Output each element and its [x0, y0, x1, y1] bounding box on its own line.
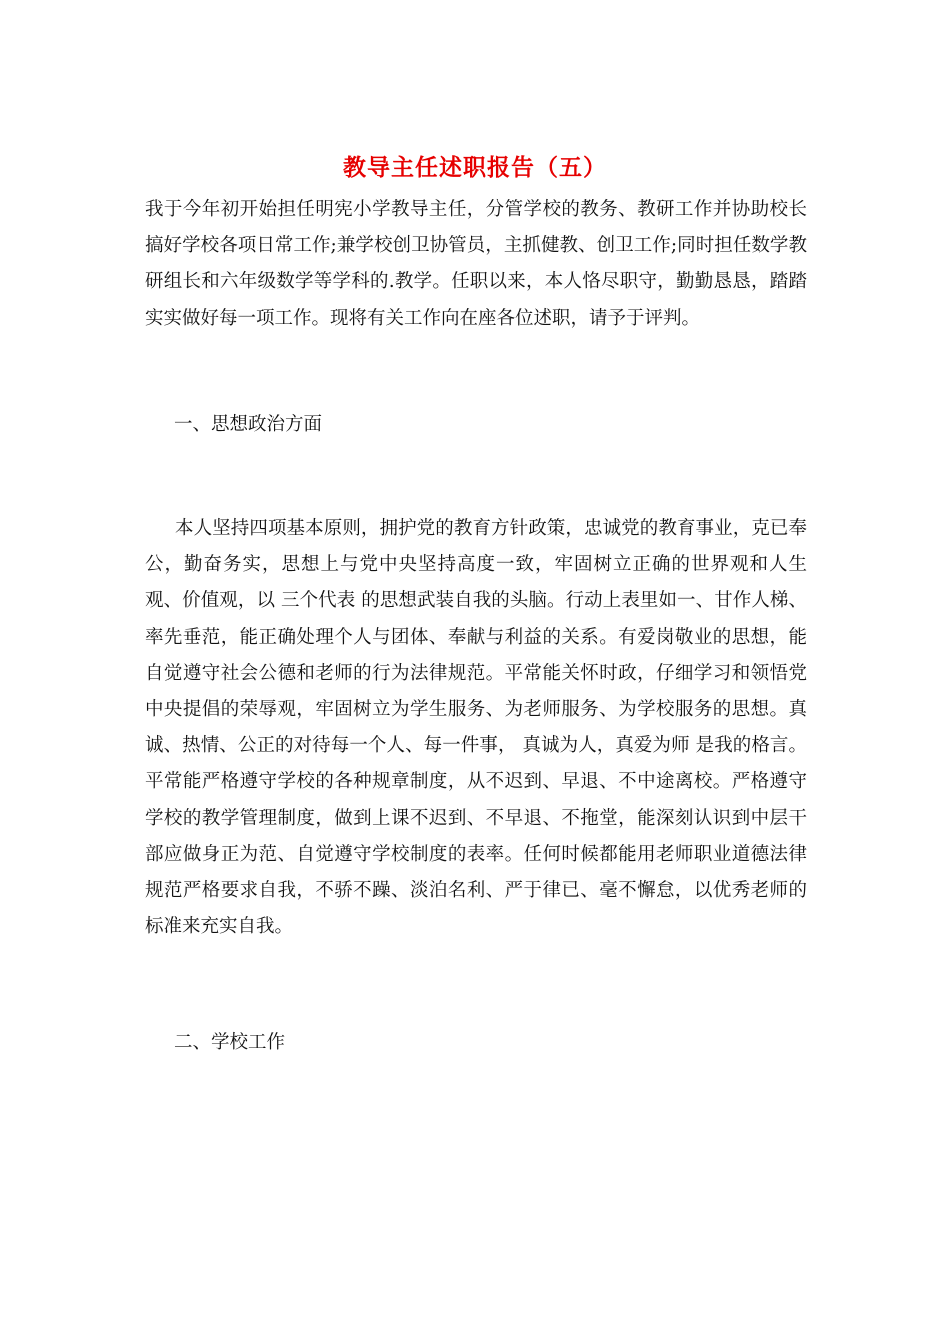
section-heading-political: 一、思想政治方面 — [174, 414, 323, 435]
document-title: 教导主任述职报告（五） — [343, 154, 607, 181]
intro-paragraph: 我于今年初开始担任明宪小学教导主任，分管学校的教务、教研工作并协助校长搞好学校各项日常工作;兼学校创卫协管员，主抓健教、创卫工作;同时担任数学教研组长和六年级数学等学科的.教学。任职以来，本人恪尽职守，勤勤恳恳，踏踏实实做好每一项工作。现将有关工作向在座各位述职，请予于评判。 — [145, 199, 807, 329]
section-paragraph-political: 本人坚持四项基本原则，拥护党的教育方针政策，忠诚党的教育事业，克已奉公，勤奋务实，思想上与党中央坚持高度一致，牢固树立正确的世界观和人生观、价值观，以 三个代表 的思想武装自我的头脑。行动上表里如一、甘作人梯、率先垂范，能正确处理个人与团体、奉献与利益的关系。有爱岗敬业的思想，能自觉遵守社会公德和老师的行为法律规范。平常能关怀时政，仔细学习和领悟党中央提倡的荣辱观，牢固树立为学生服务、为老师服务、为学校服务的思想。真诚、热情、公正的对待每一个人、每一件事， 真诚为人，真爱为师 是我的格言。平常能严格遵守学校的各种规章制度，从不迟到、早退、不中途离校。严格遵守学校的教学管理制度，做到上课不迟到、不早退、不拖堂，能深刻认识到中层干部应做身正为范、自觉遵守学校制度的表率。任何时候都能用老师职业道德法律规范严格要求自我，不骄不躁、淡泊名利、严于律已、毫不懈怠，以优秀老师的标准来充实自我。 — [145, 518, 807, 938]
section-heading-school-work: 二、学校工作 — [174, 1032, 286, 1053]
